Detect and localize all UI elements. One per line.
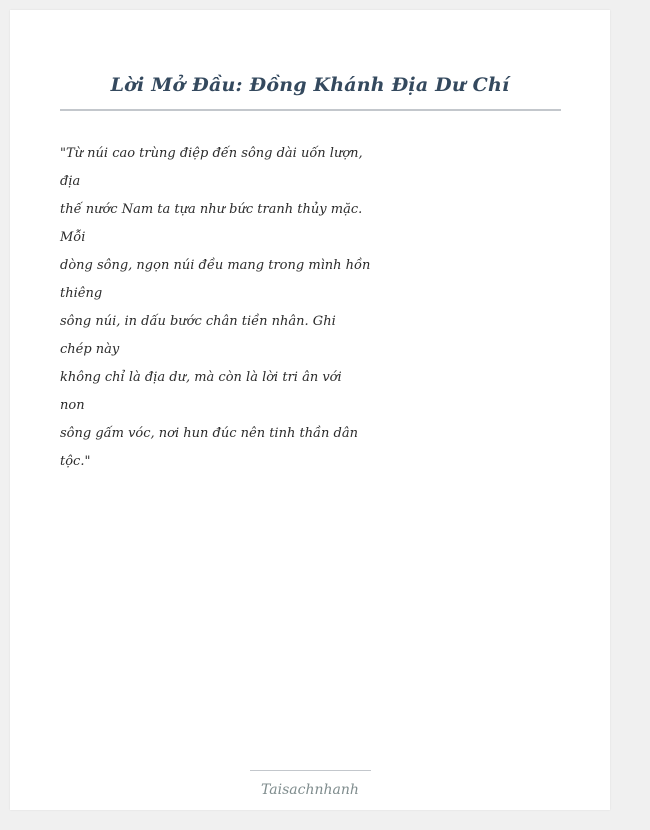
title-divider	[60, 109, 561, 111]
body-line: thế nước Nam ta tựa như bức tranh thủy mặc.	[60, 202, 363, 217]
body-line: chép này	[60, 342, 120, 357]
body-line: không chỉ là địa dư, mà còn là lời tri ân với	[60, 370, 342, 385]
page-title: Lời Mở Đầu: Đồng Khánh Địa Dư Chí	[110, 74, 510, 96]
body-line: thiêng	[60, 286, 103, 301]
body-line: sông gấm vóc, nơi hun đúc nên tinh thần dân	[60, 426, 358, 441]
body-line: địa	[60, 174, 81, 189]
body-line: "Từ núi cao trùng điệp đến sông dài uốn lượn,	[60, 146, 363, 161]
document-page	[10, 10, 610, 810]
footer-publisher: Taisachnhanh	[261, 782, 359, 798]
body-line: non	[60, 398, 85, 413]
body-line: sông núi, in dấu bước chân tiền nhân. Ghi	[60, 314, 336, 329]
footer-divider	[250, 770, 371, 771]
body-paragraph	[60, 140, 371, 476]
body-line: Mỗi	[60, 230, 86, 245]
body-line: dòng sông, ngọn núi đều mang trong mình hồn	[60, 258, 371, 273]
body-line: tộc."	[60, 454, 91, 469]
